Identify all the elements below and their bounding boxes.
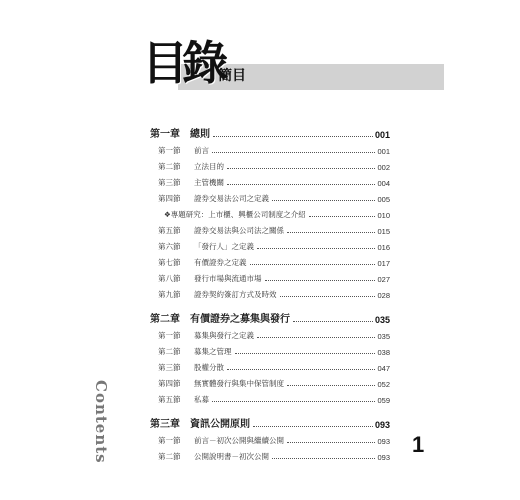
entry-label	[150, 435, 284, 446]
chapter-title: 總則	[190, 129, 210, 140]
section-entry[interactable]	[150, 343, 390, 357]
section-page: 017	[377, 259, 390, 268]
section-number: 第三節	[158, 363, 181, 372]
section-entry[interactable]	[150, 375, 390, 389]
entry-label	[150, 273, 262, 284]
section-page: 093	[377, 453, 390, 462]
section-page: 093	[377, 437, 390, 446]
dot-leader	[287, 441, 375, 443]
section-number: 第四節	[158, 194, 181, 203]
entry-label	[150, 289, 277, 300]
section-number: 第六節	[158, 242, 181, 251]
entry-label	[150, 330, 254, 341]
section-title: 前言	[194, 146, 209, 155]
section-page: 015	[377, 227, 390, 236]
section-page: 059	[377, 396, 390, 405]
entry-label	[150, 177, 224, 188]
dot-leader	[309, 215, 376, 217]
section-page: 010	[377, 211, 390, 220]
dot-leader	[227, 183, 375, 185]
section-title: 募集與發行之定義	[194, 331, 254, 340]
chapter-title: 有價證券之募集與發行	[190, 314, 290, 325]
page-number: 1	[412, 432, 425, 457]
section-title: 發行市場與流通市場	[194, 274, 262, 283]
dot-leader	[287, 231, 375, 233]
section-number: 第一節	[158, 331, 181, 340]
section-title: 有價證券之定義	[194, 258, 247, 267]
section-entry[interactable]	[150, 222, 390, 236]
section-title: 股權分散	[194, 363, 224, 372]
section-entry[interactable]	[150, 142, 390, 156]
section-number: 第四節	[158, 379, 181, 388]
section-entry[interactable]	[150, 448, 390, 462]
dot-leader	[265, 279, 376, 281]
entry-label	[150, 225, 284, 236]
section-page: 035	[377, 332, 390, 341]
special-topic-entry[interactable]	[150, 206, 390, 220]
dot-leader	[257, 336, 375, 338]
section-entry[interactable]	[150, 238, 390, 252]
section-number: 第三節	[158, 178, 181, 187]
page-title: 目錄	[142, 36, 222, 90]
section-page: 004	[377, 179, 390, 188]
dot-leader	[212, 400, 375, 402]
section-number: 第二節	[158, 162, 181, 171]
section-title: 立法目的	[194, 162, 224, 171]
dot-leader	[212, 151, 375, 153]
entry-label	[150, 209, 306, 220]
special-topic-title: ❖專題研究：上市櫃、興櫃公司制度之介紹	[164, 210, 306, 219]
section-title: 前言－初次公開與繼續公開	[194, 436, 284, 445]
entry-label	[150, 145, 209, 156]
section-page: 052	[377, 380, 390, 389]
section-title: 證券契約簽訂方式及時效	[194, 290, 277, 299]
section-entry[interactable]	[150, 158, 390, 172]
section-number: 第七節	[158, 258, 181, 267]
chapter-page: 001	[374, 130, 390, 140]
dot-leader	[250, 263, 376, 265]
dot-leader	[257, 247, 375, 249]
page-subtitle: 簡目	[218, 68, 246, 84]
dot-leader	[213, 135, 373, 137]
section-page: 001	[377, 147, 390, 156]
entry-label	[150, 241, 254, 252]
entry-label	[150, 161, 224, 172]
dot-leader	[280, 295, 376, 297]
section-entry[interactable]	[150, 432, 390, 446]
section-page: 027	[377, 275, 390, 284]
section-entry[interactable]	[150, 190, 390, 204]
section-entry[interactable]	[150, 359, 390, 373]
entry-label	[150, 394, 209, 405]
section-title: 「發行人」之定義	[194, 242, 254, 251]
chapter-title: 資訊公開原則	[190, 419, 250, 430]
dot-leader	[287, 384, 375, 386]
entry-label	[150, 451, 269, 462]
section-title: 募集之管理	[194, 347, 232, 356]
dot-leader	[235, 352, 376, 354]
section-title: 證券交易法與公司法之關係	[194, 226, 284, 235]
dot-leader	[227, 167, 375, 169]
section-number: 第五節	[158, 395, 181, 404]
section-number: 第八節	[158, 274, 181, 283]
section-entry[interactable]	[150, 327, 390, 341]
section-page: 016	[377, 243, 390, 252]
section-number: 第二節	[158, 347, 181, 356]
section-entry[interactable]	[150, 270, 390, 284]
chapter-number: 第一章	[150, 129, 180, 140]
side-label: Contents	[92, 380, 110, 464]
section-page: 005	[377, 195, 390, 204]
entry-label	[150, 193, 269, 204]
entry-label	[150, 362, 224, 373]
chapter-entry[interactable]	[150, 416, 390, 430]
section-page: 047	[377, 364, 390, 373]
section-entry[interactable]	[150, 391, 390, 405]
entry-label	[150, 257, 247, 268]
dot-leader	[293, 320, 373, 322]
dot-leader	[253, 425, 373, 427]
chapter-number: 第三章	[150, 419, 180, 430]
chapter-page: 093	[374, 420, 390, 430]
section-number: 第五節	[158, 226, 181, 235]
section-number: 第九節	[158, 290, 181, 299]
section-entry[interactable]	[150, 174, 390, 188]
section-page: 002	[377, 163, 390, 172]
section-title: 私募	[194, 395, 209, 404]
section-number: 第一節	[158, 146, 181, 155]
section-title: 公開說明書－初次公開	[194, 452, 269, 461]
section-title: 主管機關	[194, 178, 224, 187]
chapter-page: 035	[374, 315, 390, 325]
chapter-entry[interactable]	[150, 311, 390, 325]
chapter-label	[150, 310, 290, 325]
section-number: 第二節	[158, 452, 181, 461]
section-number: 第一節	[158, 436, 181, 445]
section-title: 證券交易法公司之定義	[194, 194, 269, 203]
chapter-label	[150, 125, 210, 140]
chapter-number: 第二章	[150, 314, 180, 325]
section-title: 無實體發行與集中保管制度	[194, 379, 284, 388]
section-page: 038	[377, 348, 390, 357]
section-entry[interactable]	[150, 286, 390, 300]
chapter-entry[interactable]	[150, 126, 390, 140]
dot-leader	[272, 457, 375, 459]
dot-leader	[227, 368, 375, 370]
chapter-label	[150, 415, 250, 430]
section-entry[interactable]	[150, 254, 390, 268]
dot-leader	[272, 199, 375, 201]
entry-label	[150, 378, 284, 389]
entry-label	[150, 346, 232, 357]
section-page: 028	[377, 291, 390, 300]
